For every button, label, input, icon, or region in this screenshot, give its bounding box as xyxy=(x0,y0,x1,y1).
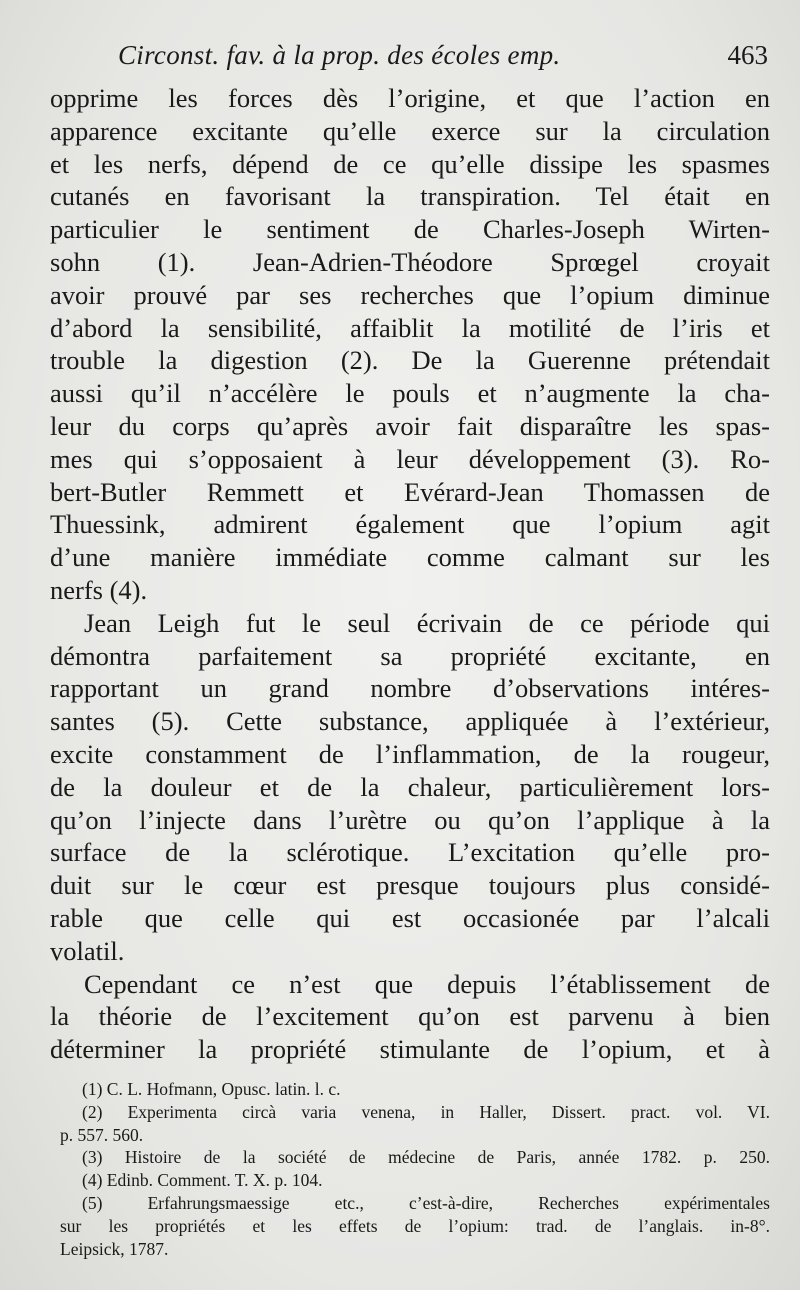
body-line: d’une manière immédiate comme calmant sur les xyxy=(50,542,770,573)
footnote-line: (3) Histoire de la société de médecine de Paris, année 1782. p. 250. xyxy=(82,1147,770,1168)
body-line: qu’on l’injecte dans l’urètre ou qu’on l’applique à la xyxy=(50,804,770,835)
body-line: rable que celle qui est occasionée par l’alcali xyxy=(50,902,770,933)
body-line: démontra parfaitement sa propriété excitante, en xyxy=(50,640,770,671)
body-line: duit sur le cœur est presque toujours plus considé- xyxy=(50,870,770,901)
page-header xyxy=(118,40,768,80)
page-number: 463 xyxy=(727,40,768,70)
body-line: bert-Butler Remmett et Evérard-Jean Thomassen de xyxy=(50,476,770,507)
body-line: sohn (1). Jean-Adrien-Théodore Sprœgel croyait xyxy=(50,246,770,277)
body-line: opprime les forces dès l’origine, et que l’action en xyxy=(50,83,770,113)
body-line: déterminer la propriété stimulante de l’opium, et à xyxy=(50,1034,770,1065)
body-line: cutanés en favorisant la transpiration. Tel était en xyxy=(50,181,770,212)
body-text xyxy=(50,82,770,1066)
body-line: la théorie de l’excitement qu’on est parvenu à bien xyxy=(50,1001,770,1032)
footnote-line: p. 557. 560. xyxy=(60,1124,144,1145)
footnotes xyxy=(60,1078,770,1260)
body-line: rapportant un grand nombre d’observations intéres- xyxy=(50,673,770,704)
body-line: volatil. xyxy=(50,935,125,966)
body-line: et les nerfs, dépend de ce qu’elle dissipe les spasmes xyxy=(50,148,770,179)
body-line: de la douleur et de la chaleur, particulièrement lors- xyxy=(50,771,770,802)
body-line: nerfs (4). xyxy=(50,574,148,605)
body-line: avoir prouvé par ses recherches que l’opium diminue xyxy=(50,279,770,310)
body-line: aussi qu’il n’accélère le pouls et n’augmente la cha- xyxy=(50,378,770,409)
body-line: d’abord la sensibilité, affaiblit la motilité de l’iris et xyxy=(50,312,770,343)
body-line: particulier le sentiment de Charles-Joseph Wirten- xyxy=(50,214,770,245)
body-line: apparence excitante qu’elle exerce sur la circulation xyxy=(50,115,770,146)
footnote-line: (4) Edinb. Comment. T. X. p. 104. xyxy=(82,1170,323,1191)
footnote-line: sur les propriétés et les effets de l’opium: trad. de l’anglais. in-8°. xyxy=(60,1215,770,1236)
footnote-line: (1) C. L. Hofmann, Opusc. latin. l. c. xyxy=(82,1079,341,1099)
body-line: trouble la digestion (2). De la Guerenne prétendait xyxy=(50,345,770,376)
body-line: mes qui s’opposaient à leur développement (3). Ro- xyxy=(50,443,770,474)
body-line: surface de la sclérotique. L’excitation qu’elle pro- xyxy=(50,837,770,868)
body-line: Cependant ce n’est que depuis l’établissement de xyxy=(84,968,770,999)
footnote-line: (5) Erfahrungsmaessige etc., c’est-à-dire, Recherches expérimentales xyxy=(82,1192,770,1213)
body-line: leur du corps qu’après avoir fait disparaître les spas- xyxy=(50,410,770,441)
running-head: Circonst. fav. à la prop. des écoles emp. xyxy=(118,40,561,70)
footnote-line: (2) Experimenta circà varia venena, in Haller, Dissert. pract. vol. VI. xyxy=(82,1101,770,1122)
body-line: Thuessink, admirent également que l’opium agit xyxy=(50,509,770,540)
footnote-line: Leipsick, 1787. xyxy=(60,1238,169,1259)
body-line: santes (5). Cette substance, appliquée à l’extérieur, xyxy=(50,706,770,737)
body-line: Jean Leigh fut le seul écrivain de ce période qui xyxy=(84,607,770,638)
body-line: excite constamment de l’inflammation, de la rougeur, xyxy=(50,738,770,769)
